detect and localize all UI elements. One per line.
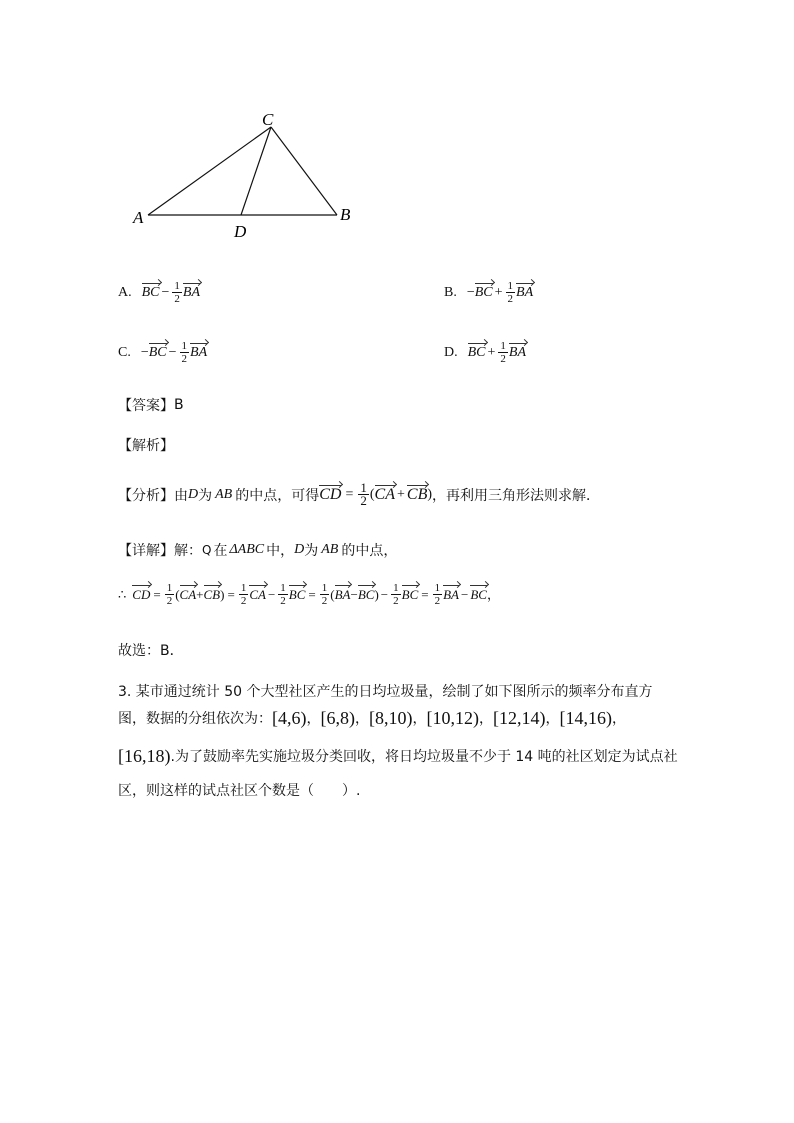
- vertex-label-b: B: [340, 205, 351, 224]
- answer-line: [118, 395, 184, 415]
- formula-cd: CD = $\frac{1}{2}$ ( CA + CB ): [319, 480, 433, 508]
- vector-ba: BA: [182, 284, 201, 300]
- group-interval: [8,10): [369, 708, 413, 728]
- point-label-d: D: [234, 222, 247, 241]
- answer-value: B: [174, 397, 184, 413]
- therefore-symbol: ∴: [118, 586, 127, 602]
- vector-bc: BC: [474, 284, 493, 300]
- choose-line: 故选：B．: [118, 643, 184, 659]
- group-interval: [4,6): [272, 708, 307, 728]
- group-interval: [14,16): [559, 708, 612, 728]
- triangle-figure: [130, 105, 360, 245]
- vertex-label-a: A: [133, 208, 144, 227]
- group-interval: [12,14): [493, 708, 546, 728]
- vector-bc: BC: [148, 344, 167, 360]
- side-bc: [271, 127, 337, 215]
- fraction: $\frac{1}{2}$: [507, 280, 514, 305]
- vector-bc: BC: [467, 344, 486, 360]
- option-letter: C.: [118, 344, 131, 360]
- fraction: $\frac{1}{2}$: [181, 340, 188, 365]
- q3-line-3: [16,18) .为了鼓励率先实施垃圾分类回收，将日均垃圾量不少于 14 吨的社区划定为试点社: [118, 746, 678, 766]
- vector-bc: BC: [141, 284, 160, 300]
- group-interval: [16,18): [118, 746, 171, 766]
- option-a[interactable]: A. BC − $\frac{1}{2}$ BA: [118, 280, 201, 305]
- derivation-line: ∴ CD = $\frac{1}{2}$ ( CA + CB ) = $\frac{1}{2}$ CA − $\frac{1}{2}$ BC = $\frac{1}{2}$ ( BA − BC ) − $\frac{1}{2}$ BC = $\frac{1}{2}$ BA − BC ，: [118, 582, 500, 607]
- fraction: $\frac{1}{2}$: [500, 340, 506, 365]
- group-interval: [10,12): [426, 708, 479, 728]
- vector-ba: BA: [508, 344, 527, 360]
- fraction: $\frac{1}{2}$: [174, 280, 180, 305]
- detail-line: 【详解】 解： Q 在 ΔABC 中， D 为 AB 的中点，: [118, 542, 398, 559]
- vertex-label-c: C: [262, 110, 274, 129]
- q3-line-4: 区，则这样的试点社区个数是（ ）.: [118, 783, 361, 799]
- option-letter: B.: [444, 284, 457, 300]
- analysis-heading: 【解析】: [118, 438, 174, 454]
- vector-ba: BA: [190, 344, 208, 360]
- median-cd: [241, 127, 271, 215]
- option-letter: D.: [444, 344, 458, 360]
- q3-line-1: 3. 某市通过统计 50 个大型社区产生的日均垃圾量，绘制了如下图所示的频率分布直方: [118, 684, 653, 700]
- answer-label: 【答案】: [118, 398, 174, 414]
- option-letter: A.: [118, 284, 132, 300]
- option-d[interactable]: D. BC + $\frac{1}{2}$ BA: [444, 340, 527, 365]
- analysis-line: 【分析】 由 D 为 AB 的中点，可得 CD = $\frac{1}{2}$ ( CA + CB ) ，再利用三角形法则求解．: [118, 480, 601, 508]
- because-symbol: Q: [202, 543, 212, 557]
- q3-line-2: 图，数据的分组依次为： [4,6) ， [6,8) ， [8,10) ， [10,12) ， [12,14) ， [14,16) ，: [118, 708, 626, 728]
- option-b[interactable]: B. − BC + $\frac{1}{2}$ BA: [444, 280, 534, 305]
- vector-ba: BA: [516, 284, 534, 300]
- side-ac: [148, 127, 271, 215]
- group-interval: [6,8): [320, 708, 355, 728]
- option-c[interactable]: C. − BC − $\frac{1}{2}$ BA: [118, 340, 208, 365]
